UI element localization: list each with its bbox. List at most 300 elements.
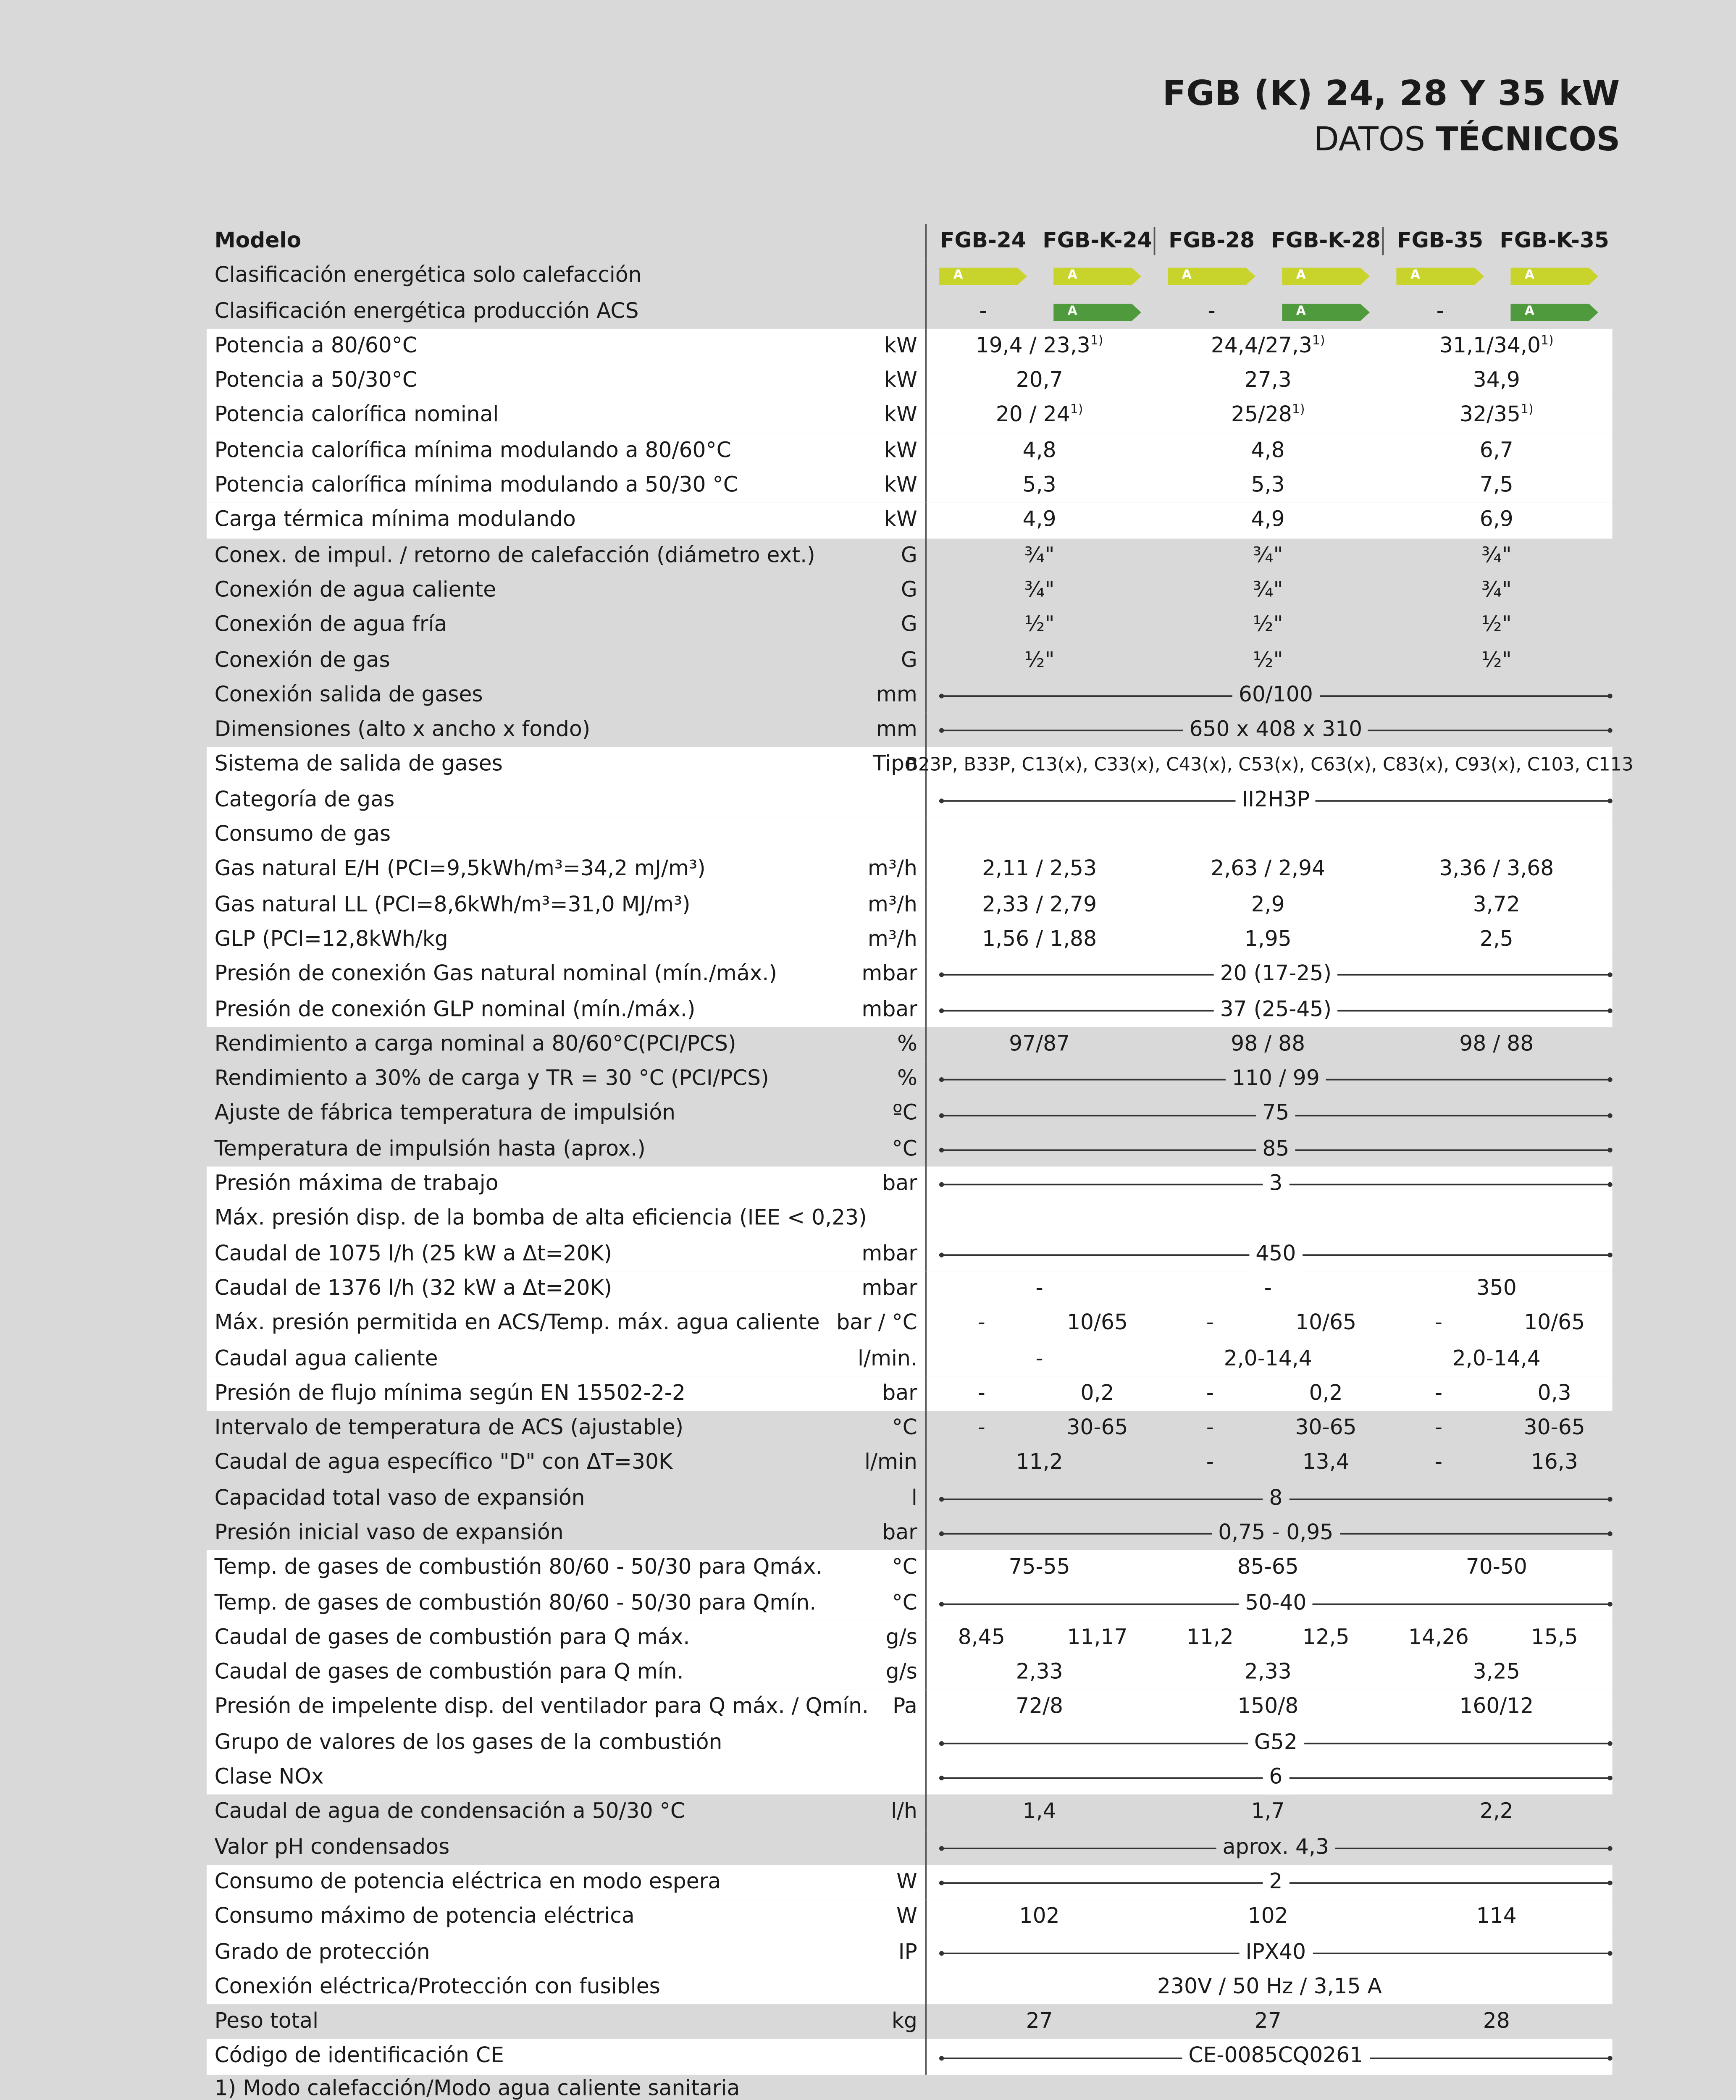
spanning-value	[939, 957, 1613, 992]
row-label: Conexión de agua caliente	[214, 578, 496, 603]
line-end-dot	[1607, 694, 1612, 698]
column-divider	[925, 608, 927, 643]
table-row	[207, 1097, 1613, 1131]
table-row	[207, 1236, 1613, 1271]
row-label: Temp. de gases de combustión 80/60 - 50/30 para Qmáx.	[214, 1555, 823, 1580]
value-cell: 5,3	[1022, 473, 1056, 498]
column-divider	[925, 1586, 927, 1620]
row-label: Peso total	[214, 2009, 319, 2034]
row-unit: mbar	[861, 1241, 917, 1266]
energy-class-letter: A	[1524, 268, 1535, 283]
value-cell: 27	[1026, 2009, 1053, 2034]
table-row	[207, 852, 1613, 887]
table-row	[207, 1655, 1613, 1690]
row-label: Rendimiento a carga nominal a 80/60°C(PCI/PCS)	[214, 1032, 736, 1057]
value-cell: 2,63 / 2,94	[1211, 857, 1326, 882]
row-unit: °C	[892, 1590, 917, 1615]
column-divider	[925, 364, 927, 399]
value-cell: 31,1/34,0$^{1)}$	[1439, 333, 1554, 359]
row-label: Consumo de potencia eléctrica en modo espera	[214, 1869, 721, 1895]
empty-value: -	[1208, 298, 1216, 324]
row-unit: °C	[892, 1415, 917, 1441]
span-value-text: 6	[1263, 1760, 1289, 1795]
row-label: Potencia calorífica mínima modulando a 50/30 °C	[214, 473, 738, 498]
value-cell: 1,95	[1244, 927, 1292, 952]
spanning-value	[939, 1236, 1613, 1271]
table-row	[207, 922, 1613, 957]
value-cell: 98 / 88	[1231, 1032, 1305, 1057]
row-unit: mm	[876, 682, 917, 708]
row-label: Valor pH condensados	[214, 1835, 450, 1860]
value-cell: -	[1434, 1311, 1443, 1336]
table-row	[207, 678, 1613, 713]
table-row	[207, 224, 1613, 259]
value-cell: 11,17	[1067, 1625, 1128, 1651]
column-divider	[925, 1935, 927, 1969]
row-label: Caudal de 1376 l/h (32 kW a Δt=20K)	[214, 1276, 612, 1301]
value-cell: 0,2	[1080, 1381, 1114, 1406]
row-unit: kW	[884, 473, 917, 498]
value-cell: 0,2	[1309, 1381, 1343, 1406]
value-cell: 350	[1476, 1276, 1517, 1301]
value-cell: 2,11 / 2,53	[982, 857, 1097, 882]
footnote-ref: 1)	[1312, 333, 1325, 348]
value-cell: -	[977, 1311, 985, 1336]
row-unit: IP	[898, 1939, 917, 1965]
span-value-text: 20 (17-25)	[1214, 957, 1338, 992]
column-divider	[925, 852, 927, 887]
row-label: Clasificación energética producción ACS	[214, 298, 639, 324]
spanning-value	[939, 1586, 1613, 1620]
energy-class-badge-icon	[1053, 268, 1129, 286]
column-divider	[925, 1795, 927, 1830]
row-label: Grupo de valores de los gases de la combustión	[214, 1730, 722, 1755]
column-divider	[925, 1376, 927, 1411]
line-end-dot	[939, 1881, 944, 1885]
column-divider	[925, 1620, 927, 1655]
spanning-value	[939, 1516, 1613, 1551]
row-label: Grado de protección	[214, 1939, 430, 1965]
line-end-dot	[939, 1078, 944, 1082]
energy-class-badge-icon	[1168, 268, 1243, 286]
energy-class-letter: A	[953, 268, 963, 283]
table-row	[207, 1027, 1613, 1062]
table-row	[207, 503, 1613, 538]
value-cell: 7,5	[1479, 473, 1513, 498]
table-row	[207, 1446, 1613, 1481]
line-end-dot	[939, 1182, 944, 1187]
value-cell: 11,2	[1016, 1450, 1063, 1476]
energy-class-letter: A	[1524, 303, 1535, 318]
row-label: Presión de conexión Gas natural nominal (mín./máx.)	[214, 961, 777, 987]
table-row	[207, 992, 1613, 1027]
line-end-dot	[939, 1776, 944, 1781]
line-end-dot	[939, 1532, 944, 1536]
column-divider	[925, 433, 927, 468]
span-value-text: 110 / 99	[1226, 1062, 1326, 1097]
column-divider	[925, 992, 927, 1027]
table-row	[207, 1411, 1613, 1446]
row-unit: g/s	[885, 1660, 917, 1685]
table-row	[207, 1725, 1613, 1760]
footnote-ref: 1)	[1070, 403, 1083, 417]
table-row	[207, 1376, 1613, 1411]
line-end-dot	[939, 1950, 944, 1955]
value-cell: ¾"	[1481, 578, 1512, 603]
row-unit: G	[901, 612, 917, 638]
column-divider	[925, 922, 927, 957]
row-unit: °C	[892, 1136, 917, 1162]
span-value-text: 2	[1263, 1865, 1289, 1900]
column-divider	[925, 1446, 927, 1481]
column-divider	[925, 1236, 927, 1271]
table-row	[207, 2040, 1613, 2074]
row-label: Gas natural E/H (PCI=9,5kWh/m³=34,2 mJ/m³)	[214, 857, 706, 882]
column-divider	[925, 1551, 927, 1586]
value-cell: -	[1035, 1276, 1043, 1301]
row-unit: kW	[884, 368, 917, 394]
spanning-value	[939, 1131, 1613, 1166]
row-unit: bar	[882, 1171, 917, 1197]
row-unit: mbar	[861, 961, 917, 987]
line-end-dot	[1607, 1741, 1612, 1746]
table-row	[207, 1795, 1613, 1830]
column-divider	[925, 1760, 927, 1795]
row-label: Caudal de agua de condensación a 50/30 °C	[214, 1800, 685, 1825]
row-label: Potencia a 50/30°C	[214, 368, 418, 394]
spanning-value	[939, 1725, 1613, 1760]
header-column-divider	[1382, 227, 1384, 255]
column-divider	[925, 294, 927, 328]
table-row	[207, 887, 1613, 922]
model-column-header: FGB-K-28	[1271, 228, 1381, 254]
row-label: Código de identificación CE	[214, 2044, 504, 2069]
span-value-text: 3	[1263, 1167, 1289, 1202]
table-row	[207, 1690, 1613, 1725]
row-label: Presión inicial vaso de expansión	[214, 1520, 564, 1546]
value-cell: -	[1206, 1381, 1214, 1406]
line-end-dot	[939, 2055, 944, 2060]
model-header-label: Modelo	[214, 228, 302, 254]
energy-class-letter: A	[1067, 268, 1077, 283]
model-column-header: FGB-35	[1397, 228, 1484, 254]
table-row	[207, 364, 1613, 399]
column-divider	[925, 573, 927, 608]
value-cell: 75-55	[1009, 1555, 1070, 1580]
model-column-header: FGB-28	[1169, 228, 1255, 254]
footnote-ref: 1)	[1090, 333, 1103, 348]
page-title: FGB (K) 24, 28 Y 35 kW	[1162, 75, 1620, 115]
value-cell: 6,9	[1479, 508, 1513, 533]
row-label: Gas natural LL (PCI=8,6kWh/m³=31,0 MJ/m³)	[214, 892, 691, 917]
column-divider	[925, 224, 927, 259]
line-end-dot	[939, 1741, 944, 1746]
value-cell: ½"	[1481, 612, 1512, 638]
row-unit: %	[897, 1066, 917, 1092]
row-unit: W	[896, 1904, 917, 1930]
row-unit: kW	[884, 333, 917, 359]
energy-class-badge-icon	[1282, 268, 1357, 286]
row-unit: W	[896, 1869, 917, 1895]
table-row	[207, 259, 1613, 294]
column-divider	[925, 2005, 927, 2040]
value-cell: 16,3	[1531, 1450, 1578, 1476]
table-row	[207, 713, 1613, 748]
line-end-dot	[1607, 1078, 1612, 1082]
line-end-dot	[1607, 973, 1612, 978]
column-divider	[925, 1830, 927, 1865]
spanning-value	[939, 1760, 1613, 1795]
column-divider	[925, 259, 927, 294]
row-label: Consumo de gas	[214, 822, 391, 848]
model-column-header: FGB-K-35	[1500, 228, 1609, 254]
row-label: Conexión eléctrica/Protección con fusibles	[214, 1974, 660, 2000]
row-label: Ajuste de fábrica temperatura de impulsión	[214, 1101, 675, 1127]
table-row	[207, 1620, 1613, 1655]
value-cell: ¾"	[1253, 578, 1283, 603]
table-row	[207, 399, 1613, 433]
value-cell: 150/8	[1237, 1695, 1299, 1720]
table-row	[207, 573, 1613, 608]
line-end-dot	[1607, 729, 1612, 733]
row-label: Intervalo de temperatura de ACS (ajustable)	[214, 1415, 684, 1441]
value-cell: -	[1434, 1450, 1443, 1476]
row-unit: l/min.	[858, 1346, 917, 1371]
row-unit: m³/h	[867, 927, 917, 952]
line-end-dot	[1607, 1846, 1612, 1851]
table-row	[207, 1969, 1613, 2004]
table-row	[207, 748, 1634, 782]
column-divider	[925, 468, 927, 503]
value-cell: 10/65	[1066, 1311, 1128, 1336]
column-divider	[925, 1167, 927, 1202]
table-row	[207, 1167, 1613, 1202]
table-row	[207, 1586, 1613, 1620]
energy-class-letter: A	[1182, 268, 1192, 283]
value-cell: -	[1035, 1346, 1043, 1371]
column-divider	[925, 1481, 927, 1516]
row-label: Rendimiento a 30% de carga y TR = 30 °C (PCI/PCS)	[214, 1066, 769, 1092]
row-unit: m³/h	[867, 892, 917, 917]
span-value-text: IPX40	[1240, 1935, 1313, 1969]
energy-class-badge-icon	[1282, 303, 1357, 320]
value-cell: 2,33 / 2,79	[982, 892, 1097, 917]
spanning-value	[939, 992, 1613, 1027]
value-cell: 4,8	[1251, 438, 1285, 463]
table-row	[207, 608, 1613, 643]
row-label: Consumo máximo de potencia eléctrica	[214, 1904, 635, 1930]
line-end-dot	[939, 1147, 944, 1152]
row-unit: l/h	[891, 1800, 917, 1825]
row-label: Temp. de gases de combustión 80/60 - 50/30 para Qmín.	[214, 1590, 817, 1615]
row-unit: bar	[882, 1381, 917, 1406]
row-unit: kW	[884, 438, 917, 463]
spanning-value	[939, 1097, 1613, 1131]
row-label: Presión de conexión GLP nominal (mín./máx.)	[214, 997, 696, 1022]
row-label: Potencia calorífica nominal	[214, 403, 499, 428]
value-cell: 102	[1019, 1904, 1060, 1930]
row-unit: kW	[884, 508, 917, 533]
value-cell: 102	[1248, 1904, 1288, 1930]
energy-class-badge-icon	[939, 268, 1014, 286]
line-end-dot	[939, 1497, 944, 1502]
value-cell: 32/35$^{1)}$	[1460, 403, 1534, 428]
table-row	[207, 329, 1613, 364]
energy-class-letter: A	[1296, 268, 1306, 283]
value-cell: 4,9	[1251, 508, 1285, 533]
table-row	[207, 1062, 1613, 1097]
table-row	[207, 538, 1613, 573]
table-row	[207, 817, 1613, 852]
value-cell: 1,56 / 1,88	[982, 927, 1097, 952]
value-cell: 30-65	[1523, 1415, 1585, 1441]
footnote-ref: 1)	[1541, 333, 1554, 348]
value-cell: 2,33	[1244, 1660, 1292, 1685]
page-subtitle: DATOS TÉCNICOS	[1313, 121, 1620, 158]
row-unit: G	[901, 647, 917, 673]
table-row	[207, 1865, 1613, 1900]
table-row	[207, 2005, 1613, 2040]
column-divider	[925, 1131, 927, 1166]
value-cell: 15,5	[1531, 1625, 1578, 1651]
span-value-text: G52	[1248, 1725, 1304, 1760]
row-label: GLP (PCI=12,8kWh/kg	[214, 927, 448, 952]
value-cell: 2,5	[1479, 927, 1513, 952]
value-cell: -	[977, 1381, 985, 1406]
value-cell: -	[1434, 1381, 1443, 1406]
value-cell: -	[1264, 1276, 1272, 1301]
column-divider	[925, 1411, 927, 1446]
span-value-text: 650 x 408 x 310	[1183, 713, 1368, 748]
value-cell: 97/87	[1009, 1032, 1070, 1057]
row-unit: mbar	[861, 997, 917, 1022]
column-divider	[925, 817, 927, 852]
value-cell: 27	[1254, 2009, 1282, 2034]
value-cell: -	[1206, 1415, 1214, 1441]
span-value-text: CE-0085CQ0261	[1182, 2040, 1369, 2074]
value-cell: 98 / 88	[1459, 1032, 1534, 1057]
spanning-value	[939, 1167, 1613, 1202]
value-cell: 34,9	[1473, 368, 1520, 394]
line-end-dot	[1607, 1497, 1612, 1502]
table-row	[207, 433, 1613, 468]
row-label: Máx. presión permitida en ACS/Temp. máx. agua caliente	[214, 1311, 820, 1336]
value-cell: ½"	[1024, 612, 1055, 638]
spanning-value	[939, 1481, 1613, 1516]
value-cell: 2,0-14,4	[1224, 1346, 1312, 1371]
value-cell: ¾"	[1024, 578, 1055, 603]
value-cell: 14,26	[1408, 1625, 1469, 1651]
row-label: Categoría de gas	[214, 787, 395, 813]
column-divider	[925, 1969, 927, 2004]
column-divider	[925, 503, 927, 538]
value-cell: -	[1434, 1415, 1443, 1441]
column-divider	[925, 1655, 927, 1690]
value-cell: 114	[1476, 1904, 1517, 1930]
spanning-value	[939, 2040, 1613, 2074]
row-unit: bar / °C	[836, 1311, 917, 1336]
span-value-text: 60/100	[1232, 678, 1319, 713]
value-cell: 30-65	[1066, 1415, 1128, 1441]
value-cell: 0,3	[1537, 1381, 1571, 1406]
spanning-value	[939, 1935, 1613, 1969]
footnote: 1) Modo calefacción/Modo agua caliente sanitaria	[214, 2076, 740, 2100]
table-row	[207, 957, 1613, 992]
table-row	[207, 1516, 1613, 1551]
empty-value: -	[979, 298, 987, 324]
value-cell: 2,0-14,4	[1452, 1346, 1541, 1371]
column-divider	[925, 1306, 927, 1341]
row-label: Temperatura de impulsión hasta (aprox.)	[214, 1136, 646, 1162]
line-end-dot	[1607, 1776, 1612, 1781]
footnote-ref: 1)	[1292, 403, 1305, 417]
value-cell: 2,33	[1016, 1660, 1063, 1685]
column-divider	[925, 1027, 927, 1062]
value-cell: 2,2	[1479, 1800, 1513, 1825]
row-label: Máx. presión disp. de la bomba de alta eficiencia (IEE < 0,23)	[214, 1206, 867, 1231]
row-unit: l	[911, 1485, 917, 1511]
value-cell: 85-65	[1237, 1555, 1299, 1580]
energy-class-letter: A	[1410, 268, 1420, 283]
table-row	[207, 1202, 1613, 1236]
value-cell: 19,4 / 23,3$^{1)}$	[975, 333, 1103, 359]
row-unit: kg	[891, 2009, 917, 2034]
line-end-dot	[939, 1113, 944, 1117]
line-end-dot	[939, 729, 944, 733]
column-divider	[925, 1202, 927, 1236]
spanning-value	[939, 1865, 1613, 1900]
column-divider	[925, 399, 927, 433]
value-cell: 6,7	[1479, 438, 1513, 463]
row-unit: ºC	[893, 1101, 917, 1127]
span-value-text: II2H3P	[1235, 782, 1316, 817]
spec-table	[207, 224, 1634, 2074]
row-label: Potencia a 80/60°C	[214, 333, 418, 359]
column-divider	[925, 1097, 927, 1131]
row-label: Clasificación energética solo calefacción	[214, 263, 642, 289]
column-divider	[925, 2040, 927, 2074]
value-cell: 1,4	[1022, 1800, 1056, 1825]
value-cell: 5,3	[1251, 473, 1285, 498]
value-cell: ¾"	[1253, 543, 1283, 568]
value-cell: -	[1206, 1311, 1214, 1336]
spanning-value	[939, 678, 1613, 713]
table-row	[207, 1935, 1613, 1969]
row-unit: bar	[882, 1520, 917, 1546]
table-row	[207, 1271, 1613, 1306]
line-end-dot	[1607, 1881, 1612, 1885]
value-cell: 25/28$^{1)}$	[1231, 403, 1305, 428]
row-unit: °C	[892, 1555, 917, 1580]
row-unit: kW	[884, 403, 917, 428]
value-cell: ½"	[1253, 647, 1283, 673]
energy-class-badge-icon	[1510, 268, 1586, 286]
value-cell: 8,45	[958, 1625, 1005, 1651]
value-cell: ½"	[1481, 647, 1512, 673]
row-label: Caudal de agua específico "D" con ΔT=30K	[214, 1450, 673, 1476]
line-end-dot	[939, 1008, 944, 1013]
value-cell: 2,9	[1251, 892, 1285, 917]
energy-class-badge-icon	[1396, 268, 1471, 286]
table-row	[207, 643, 1613, 678]
value-cell: 3,72	[1473, 892, 1520, 917]
row-unit: mm	[876, 717, 917, 743]
line-end-dot	[939, 1846, 944, 1851]
column-divider	[925, 1690, 927, 1725]
line-end-dot	[1607, 1008, 1612, 1013]
spanning-value	[939, 1830, 1613, 1865]
table-row	[207, 1481, 1613, 1516]
